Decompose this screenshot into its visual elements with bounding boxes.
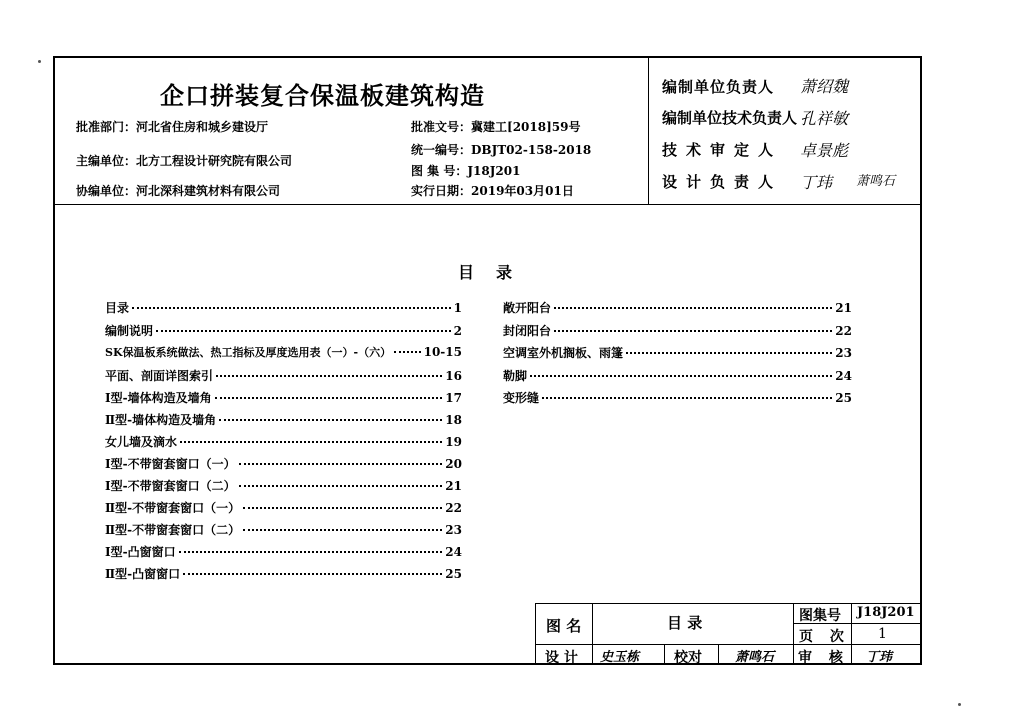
signature-design-2: 萧鸣石: [856, 174, 896, 189]
chief-unit-label: 主编单位：: [76, 154, 137, 168]
titleblock-divider: [592, 603, 593, 665]
titleblock-top-line: [535, 603, 922, 604]
tech-head-label: 编制单位技术负责人: [662, 109, 798, 127]
page-title: 企口拼装复合保温板建筑构造: [160, 81, 485, 110]
atlas-no-value: J18J201: [467, 164, 521, 178]
toc-entry[interactable]: Ⅰ型-不带窗套窗口（二） 21: [105, 479, 462, 493]
titleblock-divider: [664, 644, 665, 665]
signature-tech-review: 卓景彪: [800, 141, 849, 160]
corner-mark: [38, 60, 41, 63]
toc-entry[interactable]: 目录 1: [105, 301, 462, 315]
unified-no: [411, 141, 591, 158]
proof-signature: 萧鸣石: [735, 650, 775, 665]
toc-entry[interactable]: 敞开阳台 21: [503, 301, 852, 315]
atlas-no: [411, 162, 520, 179]
toc-title: 目录: [458, 263, 535, 282]
chief-unit-value: 北方工程设计研究院有限公司: [136, 154, 293, 168]
toc-entry[interactable]: 空调室外机搁板、雨篷 23: [503, 346, 852, 360]
approval-dept-label: 批准部门：: [76, 120, 137, 134]
toc-entry[interactable]: Ⅱ型-不带窗套窗口（一） 22: [105, 501, 462, 515]
unit-head-label: 编制单位负责人: [662, 78, 775, 96]
toc-entry[interactable]: Ⅰ型-凸窗窗口 24: [105, 545, 462, 559]
design-signature: 史玉栋: [600, 650, 640, 665]
page-label: 页 次: [799, 629, 850, 645]
atlas-no-label: 图集号: [799, 608, 841, 624]
design-head-label: 设计负责人: [662, 173, 783, 191]
toc-entry[interactable]: Ⅱ型-凸窗窗口 25: [105, 567, 462, 581]
toc-entry[interactable]: 平面、剖面详图索引 16: [105, 369, 462, 383]
atlas-no-label: 图 集 号：: [411, 164, 468, 178]
proof-label: 校对: [674, 650, 702, 666]
atlas-no-value: J18J201: [857, 605, 915, 620]
header-bottom-line: [53, 204, 922, 205]
effective-date-label: 实行日期：: [411, 184, 472, 198]
toc-entry[interactable]: Ⅰ型-墙体构造及墙角 17: [105, 391, 462, 405]
signature-unit-head: 萧绍魏: [800, 77, 849, 96]
toc-entry[interactable]: 勒脚 24: [503, 369, 852, 383]
co-unit-value: 河北深科建筑材料有限公司: [136, 184, 281, 198]
unified-no-label: 统一编号：: [411, 143, 472, 157]
signature-tech-head: 孔祥敏: [800, 109, 849, 128]
review-signature: 丁玮: [866, 650, 893, 665]
titleblock-mid-line: [535, 644, 922, 645]
unified-no-value: DBJT02-158-2018: [471, 143, 592, 157]
approval-dept-value: 河北省住房和城乡建设厅: [136, 120, 269, 134]
design-label: 设 计: [545, 650, 578, 666]
effective-date: [411, 182, 574, 199]
toc-entry[interactable]: Ⅰ型-不带窗套窗口（一） 20: [105, 457, 462, 471]
approval-doc: [411, 118, 580, 135]
toc-entry[interactable]: Ⅱ型-墙体构造及墙角 18: [105, 413, 462, 427]
tech-review-label: 技术审定人: [662, 141, 783, 159]
toc-entry[interactable]: Ⅱ型-不带窗套窗口（二） 23: [105, 523, 462, 537]
co-unit: [76, 182, 280, 199]
toc-entry[interactable]: 编制说明 2: [105, 324, 462, 338]
drawing-name: 目 录: [667, 614, 703, 632]
corner-mark: [958, 703, 961, 706]
toc-entry[interactable]: 变形缝 25: [503, 391, 852, 405]
toc-entry[interactable]: 女儿墙及滴水 19: [105, 435, 462, 449]
co-unit-label: 协编单位：: [76, 184, 137, 198]
titleblock-divider: [851, 603, 852, 665]
page-number: 1: [878, 626, 887, 642]
approval-doc-label: 批准文号：: [411, 120, 472, 134]
review-label: 审 核: [798, 650, 849, 666]
header-right-divider: [648, 56, 649, 204]
chief-unit: [76, 152, 292, 169]
drawing-name-label: 图 名: [546, 617, 582, 635]
effective-date-value: 2019年03月01日: [471, 184, 574, 198]
approval-doc-value: 冀建工[2018]59号: [471, 120, 581, 134]
toc-entry[interactable]: SK保温板系统做法、热工指标及厚度选用表（一）-（六） 10-15: [105, 345, 462, 359]
titleblock-divider: [793, 603, 794, 665]
titleblock-left-edge: [535, 603, 536, 665]
toc-entry[interactable]: 封闭阳台 22: [503, 324, 852, 338]
titleblock-divider: [718, 644, 719, 665]
signature-design-1: 丁玮: [800, 173, 833, 192]
approval-dept: [76, 118, 268, 135]
